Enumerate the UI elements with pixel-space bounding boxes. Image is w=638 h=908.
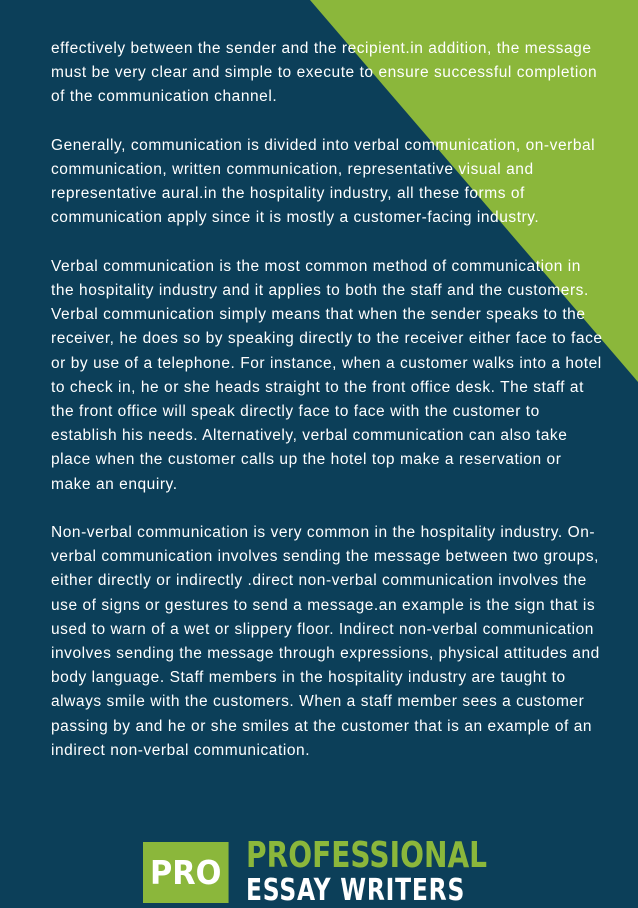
logo-pro-badge: PRO — [143, 842, 229, 903]
paragraph-1: effectively between the sender and the recipient.in addition, the message must be very clear and simple to execute to ensure successful completion of the communication channel. — [51, 40, 598, 106]
document-body — [51, 37, 603, 787]
logo-line-essay-writers: ESSAY WRITERS — [246, 873, 466, 908]
paragraph-2: Generally, communication is divided into verbal communication, on-verbal communication, written communication, representative visual and representative aural.in the hospitality industry, all these forms of communication apply since it is mostly a customer-facing industry. — [51, 136, 596, 227]
logo-line-professional: PROFESSIONAL — [246, 835, 488, 876]
paragraph-3: Verbal communication is the most common method of communication in the hospitality industry and it applies to both the staff and the customers. Verbal communication simply means that when the sender speaks to the receiver, he does so by speaking directly to the receiver either face to face or by use of a telephone. For instance, when a customer walks into a hotel to check in, he or she heads straight to the front office desk. The staff at the front office will speak directly face to face with the customer to establish his needs. Alternatively, verbal communication can also take place when the customer calls up the hotel top make a reservation or make an enquiry. — [51, 257, 603, 493]
professional-essay-writers-logo — [143, 835, 495, 908]
paragraph-4: Non-verbal communication is very common in the hospitality industry. On-verbal communication involves sending the message between two groups, either directly or indirectly .direct non-verbal communication involves the use of signs or gestures to send a message.an example is the sign that is used to warn of a wet or slippery floor. Indirect non-verbal communication involves sending the message through expressions, physical attitudes and body language. Staff members in the hospitality industry are taught to always smile with the customers. When a staff member sees a customer passing by and he or she smiles at the customer that is an example of an indirect non-verbal communication. — [51, 524, 600, 759]
